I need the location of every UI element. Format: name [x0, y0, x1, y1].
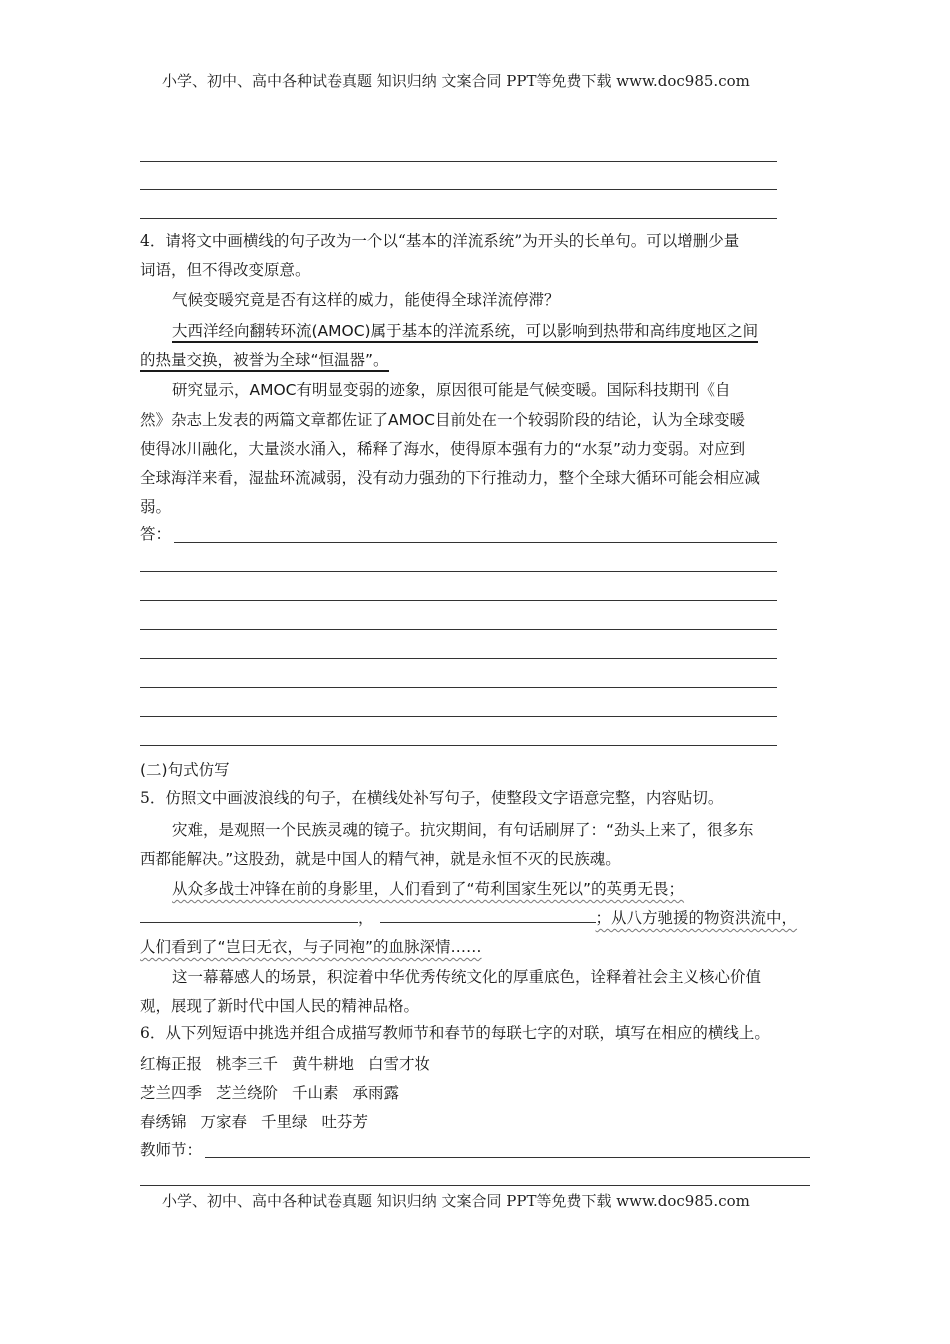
q4-underlined-sentence-line1: 大西洋经向翻转环流(AMOC)属于基本的洋流系统，可以影响到热带和高纬度地区之间 — [172, 322, 758, 343]
q4-paragraph-3-line3: 使得冰川融化，大量淡水涌入，稀释了海水，使得原本强有力的“水泵”动力变弱。对应到 — [140, 440, 746, 458]
q5-wavy-sentence-1: 从众多战士冲锋在前的身影里，人们看到了“苟利国家生死以”的英勇无畏； — [172, 880, 685, 898]
q4-paragraph-3-line2: 然》杂志上发表的两篇文章都佐证了AMOC目前处在一个较弱阶段的结论，认为全球变暖 — [140, 411, 746, 429]
q4-paragraph-3-line1: 研究显示，AMOC有明显变弱的迹象，原因很可能是气候变暖。国际科技期刊《自 — [172, 381, 731, 399]
blank-separator: ， — [358, 909, 374, 927]
q5-wavy-line3-wrap — [140, 935, 482, 957]
answer-line — [140, 161, 777, 162]
phrase: 承雨露 — [352, 1084, 400, 1102]
q4-prompt-line1: 4．请将文中画横线的句子改为一个以“基本的洋流系统”为开头的长单句。可以增删少量 — [140, 232, 740, 250]
teacher-day-answer-line[interactable] — [205, 1157, 810, 1158]
answer-line — [140, 218, 777, 219]
phrase: 白雪才妆 — [368, 1055, 431, 1073]
phrase: 千里绿 — [261, 1113, 308, 1131]
phrase: 红梅正报 — [140, 1055, 203, 1073]
q5-wavy-line1-wrap — [172, 877, 684, 899]
answer-line[interactable] — [140, 629, 777, 630]
phrase: 吐芬芳 — [321, 1113, 369, 1131]
q5-wavy-sentence-2-end: 人们看到了“岂曰无衣，与子同袍”的血脉深情…… — [140, 938, 482, 956]
teacher-day-label: 教师节： — [140, 1141, 203, 1159]
answer-line[interactable] — [140, 658, 777, 659]
phrase: 芝兰绕阶 — [216, 1084, 279, 1102]
q4-paragraph-1: 气候变暖究竟是否有这样的威力，能使得全球洋流停滞？ — [172, 291, 560, 309]
footer-divider — [140, 1185, 810, 1186]
fill-in-blank-1[interactable] — [140, 908, 358, 923]
page-footer: 小学、初中、高中各种试卷真题 知识归纳 文案合同 PPT等免费下载 www.doc985.com — [162, 1192, 750, 1210]
fill-in-blank-2[interactable] — [380, 908, 596, 923]
phrase-row-2 — [140, 1081, 399, 1103]
phrase: 千山素 — [292, 1084, 339, 1102]
page-header: 小学、初中、高中各种试卷真题 知识归纳 文案合同 PPT等免费下载 www.doc985.com — [162, 72, 750, 90]
q5-paragraph-3-line2: 观，展现了新时代中国人民的精神品格。 — [140, 997, 420, 1015]
section-heading: (二)句式仿写 — [140, 761, 230, 779]
q4-prompt-line2: 词语，但不得改变原意。 — [140, 261, 311, 279]
q5-paragraph-1-line1: 灾难，是观照一个民族灵魂的镜子。抗灾期间，有句话刷屏了：“劲头上来了，很多东 — [172, 821, 754, 839]
q6-prompt: 6．从下列短语中挑选并组合成描写教师节和春节的每联七字的对联，填写在相应的横线上。 — [140, 1024, 770, 1042]
q4-paragraph-3-line5: 弱。 — [140, 498, 172, 516]
answer-line[interactable] — [140, 716, 777, 717]
q5-prompt: 5．仿照文中画波浪线的句子，在横线处补写句子，使整段文字语意完整，内容贴切。 — [140, 789, 724, 807]
answer-label: 答： — [140, 525, 172, 543]
q4-underlined-sentence-line2: 的热量交换，被誉为全球“恒温器”。 — [140, 351, 389, 372]
phrase-row-1 — [140, 1052, 430, 1074]
q5-fill-line — [140, 906, 797, 928]
answer-line — [140, 189, 777, 190]
answer-line[interactable] — [140, 571, 777, 572]
q4-paragraph-3-line4: 全球海洋来看，湿盐环流减弱，没有动力强劲的下行推动力，整个全球大循环可能会相应减 — [140, 469, 761, 487]
phrase: 春绣锦 — [140, 1113, 187, 1131]
q4-underlined-line2-wrap — [140, 348, 389, 370]
answer-line[interactable] — [140, 600, 777, 601]
phrase: 桃李三千 — [216, 1055, 279, 1073]
phrase: 万家春 — [200, 1113, 248, 1131]
answer-line[interactable] — [140, 745, 777, 746]
q4-underlined-line1-wrap — [172, 319, 758, 341]
q5-paragraph-3-line1: 这一幕幕感人的场景，积淀着中华优秀传统文化的厚重底色，诠释着社会主义核心价值 — [172, 968, 762, 986]
phrase-row-3 — [140, 1110, 368, 1132]
phrase: 黄牛耕地 — [292, 1055, 355, 1073]
q5-paragraph-1-line2: 西都能解决。”这股劲，就是中国人的精气神，就是永恒不灭的民族魂。 — [140, 850, 621, 868]
q5-wavy-sentence-2-start: ；从八方驰援的物资洪流中， — [595, 909, 798, 927]
answer-line[interactable] — [140, 687, 777, 688]
phrase: 芝兰四季 — [140, 1084, 203, 1102]
answer-line[interactable] — [174, 542, 777, 543]
